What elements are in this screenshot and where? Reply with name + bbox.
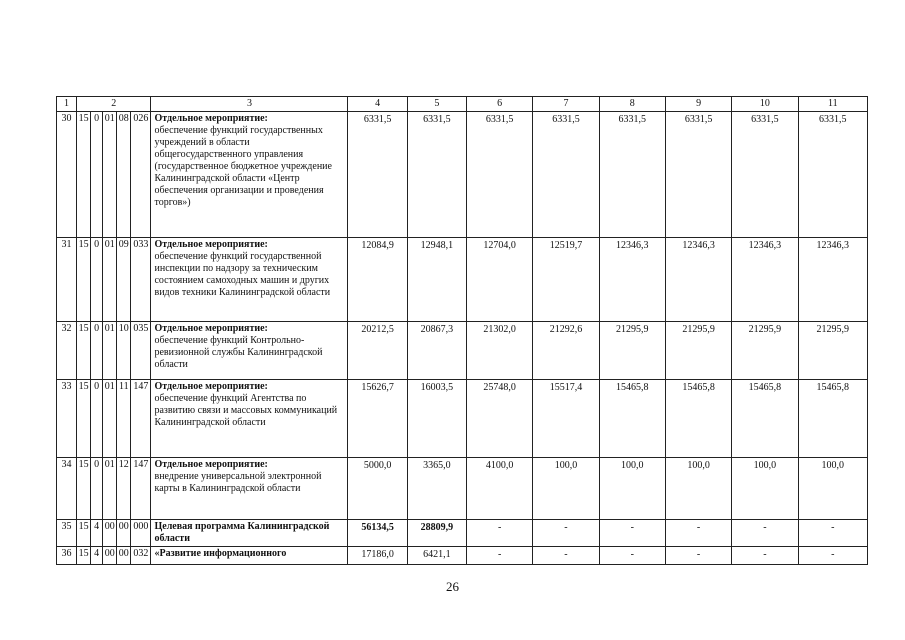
value-col-5: 3365,0: [407, 458, 466, 520]
row-number: 34: [57, 458, 77, 520]
description-cell: [151, 112, 348, 238]
table-row: [57, 112, 868, 238]
table-row: [57, 520, 868, 547]
header-cell-10: 10: [732, 97, 798, 112]
code-section: 15: [77, 112, 91, 238]
code-event: 147: [131, 458, 151, 520]
value-col-9: 15465,8: [665, 380, 731, 458]
value-col-4: 6331,5: [348, 112, 407, 238]
value-col-6: 4100,0: [467, 458, 533, 520]
value-col-11: -: [798, 547, 867, 565]
page-number: 26: [446, 579, 459, 594]
code-type: 0: [91, 238, 103, 322]
description-text: обеспечение функций Контрольно-ревизионной службы Калининградской области: [154, 335, 323, 370]
code-program: 00: [103, 520, 117, 547]
row-number: 30: [57, 112, 77, 238]
value-col-4: 56134,5: [348, 520, 407, 547]
value-col-6: 21302,0: [467, 322, 533, 380]
header-cell-4: 4: [348, 97, 407, 112]
header-row: [57, 97, 868, 112]
code-subprogram: 11: [117, 380, 131, 458]
header-cell-9: 9: [665, 97, 731, 112]
value-col-9: -: [665, 547, 731, 565]
value-col-7: -: [533, 520, 599, 547]
code-type: 0: [91, 322, 103, 380]
code-section: 15: [77, 238, 91, 322]
code-type: 0: [91, 458, 103, 520]
description-text: обеспечение функций государственных учреждений в области общегосударственного управления (государственное бюджетное учреждение Калининградской области «Центр обеспечения организации и проведения торгов»): [154, 125, 332, 208]
value-col-10: 15465,8: [732, 380, 798, 458]
value-col-7: 100,0: [533, 458, 599, 520]
code-subprogram: 00: [117, 520, 131, 547]
table-row: [57, 458, 868, 520]
description-title: Отдельное мероприятие:: [154, 113, 268, 124]
header-cell-1: 1: [57, 97, 77, 112]
code-event: 000: [131, 520, 151, 547]
value-col-4: 15626,7: [348, 380, 407, 458]
code-subprogram: 08: [117, 112, 131, 238]
value-col-5: 12948,1: [407, 238, 466, 322]
value-col-6: -: [467, 547, 533, 565]
code-section: 15: [77, 547, 91, 565]
description-cell: [151, 238, 348, 322]
code-section: 15: [77, 380, 91, 458]
value-col-5: 28809,9: [407, 520, 466, 547]
description-text: обеспечение функций Агентства по развитию связи и массовых коммуникаций Калининградской области: [154, 393, 338, 428]
code-program: 01: [103, 458, 117, 520]
description-title: Отдельное мероприятие:: [154, 381, 268, 392]
code-program: 01: [103, 238, 117, 322]
code-type: 0: [91, 380, 103, 458]
value-col-11: -: [798, 520, 867, 547]
value-col-11: 21295,9: [798, 322, 867, 380]
value-col-5: 6331,5: [407, 112, 466, 238]
value-col-9: 21295,9: [665, 322, 731, 380]
code-program: 01: [103, 322, 117, 380]
description-title: «Развитие информационного: [151, 547, 348, 565]
budget-table: [56, 96, 868, 565]
value-col-8: -: [599, 547, 665, 565]
header-cell-11: 11: [798, 97, 867, 112]
code-event: 033: [131, 238, 151, 322]
header-cell-8: 8: [599, 97, 665, 112]
value-col-9: -: [665, 520, 731, 547]
table-row: [57, 322, 868, 380]
code-event: 147: [131, 380, 151, 458]
value-col-7: 21292,6: [533, 322, 599, 380]
header-cell-6: 6: [467, 97, 533, 112]
code-section: 15: [77, 458, 91, 520]
description-title: Отдельное мероприятие:: [154, 323, 268, 334]
table-row: [57, 380, 868, 458]
value-col-5: 16003,5: [407, 380, 466, 458]
value-col-7: -: [533, 547, 599, 565]
row-number: 33: [57, 380, 77, 458]
description-text: внедрение универсальной электронной карты в Калининградской области: [154, 471, 322, 494]
code-type: 4: [91, 547, 103, 565]
row-number: 36: [57, 547, 77, 565]
value-col-5: 20867,3: [407, 322, 466, 380]
row-number: 31: [57, 238, 77, 322]
value-col-8: -: [599, 520, 665, 547]
code-subprogram: 12: [117, 458, 131, 520]
value-col-10: -: [732, 520, 798, 547]
value-col-4: 12084,9: [348, 238, 407, 322]
value-col-8: 12346,3: [599, 238, 665, 322]
value-col-9: 6331,5: [665, 112, 731, 238]
value-col-10: 21295,9: [732, 322, 798, 380]
value-col-11: 6331,5: [798, 112, 867, 238]
table-row: [57, 238, 868, 322]
value-col-6: 6331,5: [467, 112, 533, 238]
row-number: 35: [57, 520, 77, 547]
description-cell: [151, 458, 348, 520]
description-text: обеспечение функций государственной инспекции по надзору за техническим состоянием самоходных машин и других видов техники Калининградской области: [154, 251, 331, 298]
value-col-4: 5000,0: [348, 458, 407, 520]
code-program: 01: [103, 112, 117, 238]
code-subprogram: 10: [117, 322, 131, 380]
value-col-11: 12346,3: [798, 238, 867, 322]
value-col-9: 12346,3: [665, 238, 731, 322]
value-col-7: 12519,7: [533, 238, 599, 322]
description-cell: [151, 322, 348, 380]
value-col-10: 12346,3: [732, 238, 798, 322]
value-col-8: 15465,8: [599, 380, 665, 458]
header-cell-2: 2: [77, 97, 151, 112]
value-col-8: 21295,9: [599, 322, 665, 380]
code-subprogram: 00: [117, 547, 131, 565]
row-number: 32: [57, 322, 77, 380]
value-col-4: 20212,5: [348, 322, 407, 380]
value-col-8: 6331,5: [599, 112, 665, 238]
value-col-11: 15465,8: [798, 380, 867, 458]
code-event: 032: [131, 547, 151, 565]
description-cell: [151, 380, 348, 458]
table-row: [57, 547, 868, 565]
header-cell-3: 3: [151, 97, 348, 112]
value-col-4: 17186,0: [348, 547, 407, 565]
value-col-11: 100,0: [798, 458, 867, 520]
code-program: 01: [103, 380, 117, 458]
code-type: 0: [91, 112, 103, 238]
description-title: Отдельное мероприятие:: [154, 239, 268, 250]
value-col-6: 12704,0: [467, 238, 533, 322]
code-program: 00: [103, 547, 117, 565]
code-subprogram: 09: [117, 238, 131, 322]
value-col-10: 6331,5: [732, 112, 798, 238]
code-type: 4: [91, 520, 103, 547]
code-event: 035: [131, 322, 151, 380]
code-section: 15: [77, 520, 91, 547]
description-title: Целевая программа Калининградской области: [151, 520, 348, 547]
header-cell-5: 5: [407, 97, 466, 112]
value-col-5: 6421,1: [407, 547, 466, 565]
header-cell-7: 7: [533, 97, 599, 112]
code-event: 026: [131, 112, 151, 238]
budget-table-container: [56, 96, 868, 565]
value-col-7: 15517,4: [533, 380, 599, 458]
value-col-6: 25748,0: [467, 380, 533, 458]
value-col-10: 100,0: [732, 458, 798, 520]
value-col-10: -: [732, 547, 798, 565]
value-col-9: 100,0: [665, 458, 731, 520]
code-section: 15: [77, 322, 91, 380]
value-col-7: 6331,5: [533, 112, 599, 238]
description-title: Отдельное мероприятие:: [154, 459, 268, 470]
value-col-8: 100,0: [599, 458, 665, 520]
value-col-6: -: [467, 520, 533, 547]
